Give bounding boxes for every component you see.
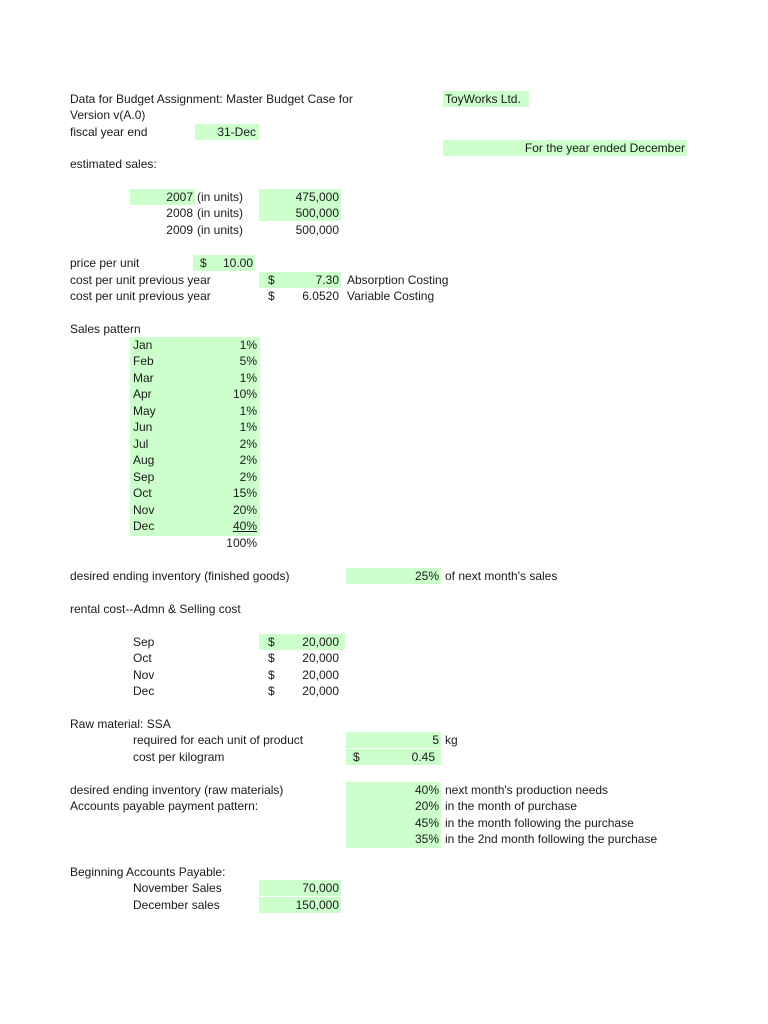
rental-currency: $ <box>268 668 275 682</box>
raw-required-label: required for each unit of product <box>133 733 304 747</box>
price-currency: $ <box>200 256 207 270</box>
rental-currency: $ <box>268 651 275 665</box>
raw-required-unit: kg <box>445 733 458 747</box>
pattern-percent: 40% <box>232 519 257 533</box>
sales-unit-label: (in units) <box>197 206 244 220</box>
pattern-month: Sep <box>133 470 155 484</box>
pattern-month: Oct <box>133 486 152 500</box>
cost-variable-currency: $ <box>268 289 275 303</box>
sales-year-2008: 2008 <box>166 206 193 220</box>
fiscal-year-label: fiscal year end <box>70 125 148 139</box>
rental-value: 20,000 <box>302 668 339 682</box>
pattern-month: Feb <box>133 354 154 368</box>
pattern-percent: 1% <box>239 338 257 352</box>
cost-absorption-currency: $ <box>268 273 275 287</box>
sales-units-2007: 475,000 <box>259 189 341 205</box>
pattern-month: Mar <box>133 371 154 385</box>
ap-pattern-note: in the 2nd month following the purchase <box>445 832 658 846</box>
price-per-unit-value: 10.00 <box>222 256 253 270</box>
cost-absorption-value: 7.30 <box>315 273 339 287</box>
pattern-percent: 2% <box>239 453 257 467</box>
pattern-month: May <box>133 404 156 418</box>
pattern-month: Jan <box>133 338 153 352</box>
beginning-ap-label: Beginning Accounts Payable: <box>70 865 226 879</box>
rental-month: Dec <box>133 684 155 698</box>
pattern-percent: 2% <box>239 470 257 484</box>
pattern-percent: 1% <box>239 371 257 385</box>
cost-variable-label: cost per unit previous year <box>70 289 211 303</box>
ap-pattern-value: 35% <box>414 832 439 846</box>
rental-value: 20,000 <box>302 684 339 698</box>
beginning-ap-row-label: November Sales <box>133 881 222 895</box>
sales-unit-label: (in units) <box>197 223 244 237</box>
pattern-total: 100% <box>226 536 257 550</box>
sales-year-2009: 2009 <box>166 223 193 237</box>
pattern-percent: 1% <box>239 404 257 418</box>
year-ended-label: For the year ended December <box>443 140 687 156</box>
version-label: Version v(A.0) <box>70 108 146 122</box>
cost-variable-value: 6.0520 <box>302 289 339 303</box>
rm-inventory-note: next month's production needs <box>445 783 609 797</box>
ap-pattern-note: in the month of purchase <box>445 799 578 813</box>
pattern-month: Jul <box>133 437 149 451</box>
raw-cost-value: 0.45 <box>411 750 435 764</box>
pattern-percent: 5% <box>239 354 257 368</box>
price-per-unit-label: price per unit <box>70 256 140 270</box>
pattern-percent: 10% <box>232 387 257 401</box>
pattern-month: Aug <box>133 453 155 467</box>
pattern-month: Apr <box>133 387 152 401</box>
fg-inventory-label: desired ending inventory (finished goods) <box>70 569 290 583</box>
rental-month: Sep <box>133 635 155 649</box>
sales-units-2008: 500,000 <box>259 205 341 221</box>
sales-unit-label: (in units) <box>197 190 244 204</box>
rental-month: Nov <box>133 668 155 682</box>
sales-units-2009: 500,000 <box>295 223 339 237</box>
raw-cost-label: cost per kilogram <box>133 750 225 764</box>
cost-absorption-label: cost per unit previous year <box>70 273 211 287</box>
variable-costing-label: Variable Costing <box>347 289 435 303</box>
ap-pattern-value: 45% <box>414 816 439 830</box>
fg-inventory-note: of next month's sales <box>445 569 558 583</box>
beginning-ap-value: 150,000 <box>259 897 341 913</box>
ap-pattern-value: 20% <box>414 799 439 813</box>
rental-value: 20,000 <box>302 651 339 665</box>
pattern-percent: 1% <box>239 420 257 434</box>
rental-month: Oct <box>133 651 152 665</box>
fg-inventory-value: 25% <box>346 568 441 584</box>
rental-cost-label: rental cost--Admn & Selling cost <box>70 602 241 616</box>
rental-currency: $ <box>268 635 275 649</box>
ap-pattern-label: Accounts payable payment pattern: <box>70 799 259 813</box>
beginning-ap-value: 70,000 <box>259 880 341 896</box>
fiscal-year-value: 31-Dec <box>195 124 259 140</box>
rental-value: 20,000 <box>302 635 339 649</box>
estimated-sales-label: estimated sales: <box>70 157 157 171</box>
rm-inventory-value: 40% <box>414 783 439 797</box>
sales-pattern-label: Sales pattern <box>70 322 141 336</box>
rental-currency: $ <box>268 684 275 698</box>
raw-cost-currency: $ <box>353 750 360 764</box>
pattern-month: Jun <box>133 420 153 434</box>
company-name: ToyWorks Ltd. <box>443 91 529 107</box>
pattern-percent: 20% <box>232 503 257 517</box>
budget-title: Data for Budget Assignment: Master Budget Case for <box>70 92 353 106</box>
beginning-ap-row-label: December sales <box>133 898 220 912</box>
absorption-costing-label: Absorption Costing <box>347 273 449 287</box>
pattern-month: Dec <box>133 519 155 533</box>
pattern-percent: 15% <box>232 486 257 500</box>
raw-material-label: Raw material: SSA <box>70 717 171 731</box>
pattern-month: Nov <box>133 503 155 517</box>
raw-required-value: 5 <box>346 732 441 748</box>
rm-inventory-label: desired ending inventory (raw materials) <box>70 783 284 797</box>
pattern-percent: 2% <box>239 437 257 451</box>
ap-pattern-note: in the month following the purchase <box>445 816 634 830</box>
sales-year-2007: 2007 <box>130 189 195 205</box>
